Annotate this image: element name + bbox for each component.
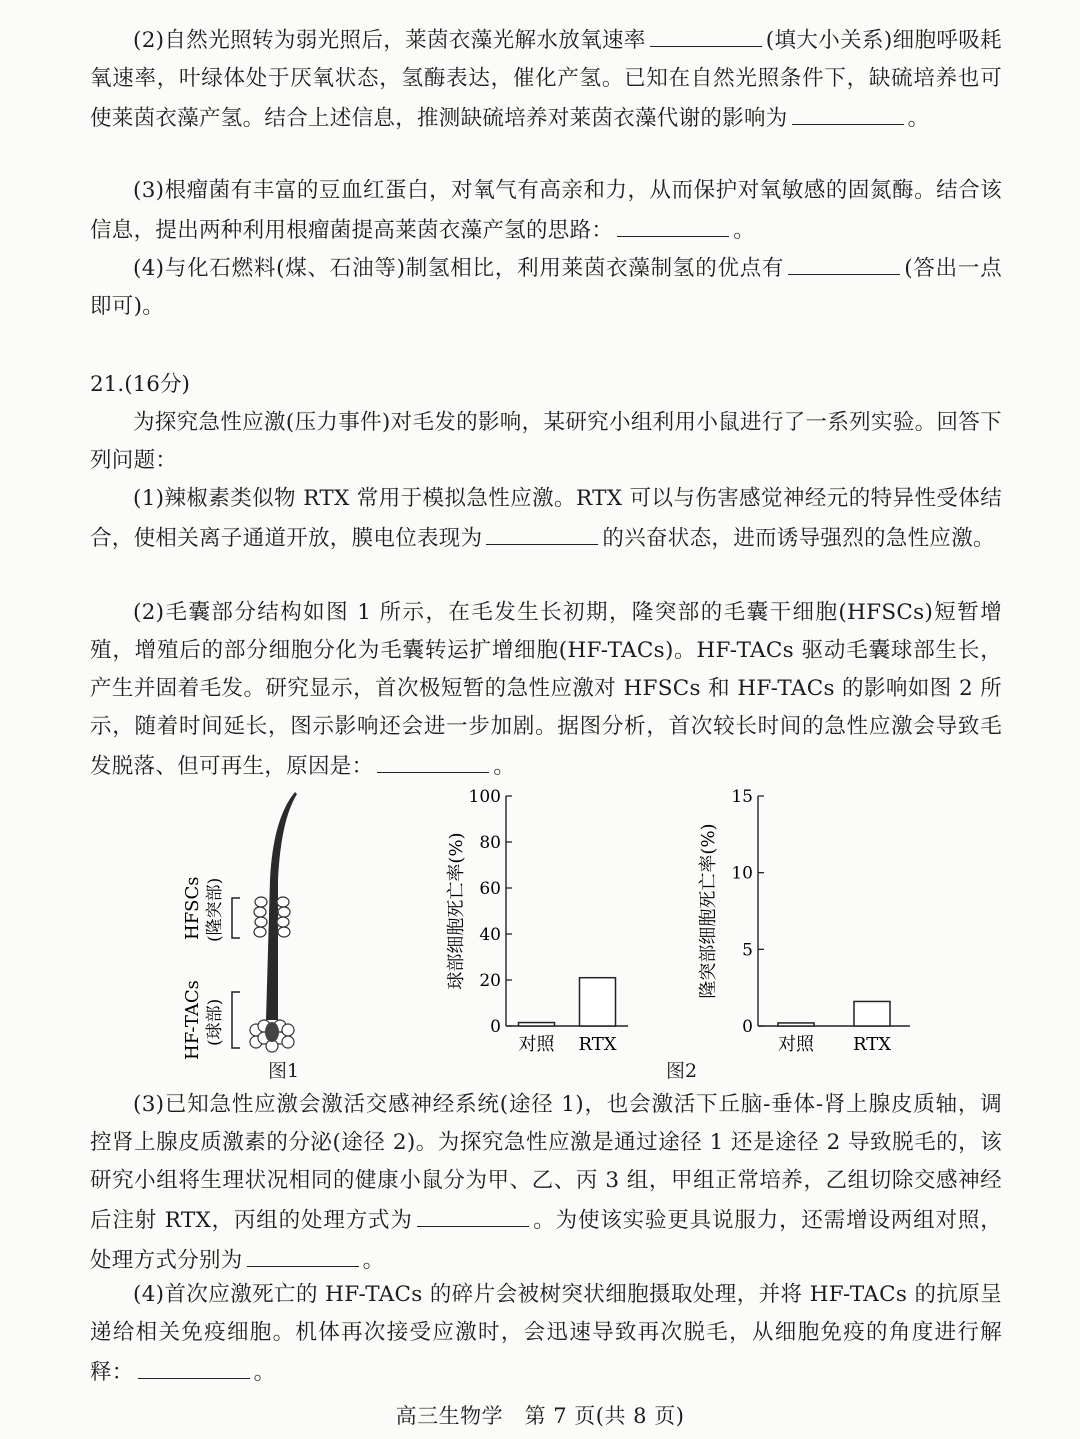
q21-part1: (1)辣椒素类似物 RTX 常用于模拟急性应激。RTX 可以与伤害感觉神经元的特异性受体结合，使相关离子通道开放，膜电位表现为 的兴奋状态，进而诱导强烈的急性应激。	[90, 486, 1002, 551]
bar-rtx	[854, 1001, 890, 1026]
answer-blank[interactable]	[617, 210, 729, 237]
q21-part2: (2)毛囊部分结构如图 1 所示，在毛发生长初期，隆突部的毛囊干细胞(HFSCs)短暂增殖，增殖后的部分细胞分化为毛囊转运扩增细胞(HF-TACs)。HF-TACs 驱动毛囊球部生长，产生并固着毛发。研究显示，首次极短暂的急性应激对 HFSCs 和 HF-TACs 的影响如图 2 所示，随着时间延长，图示影响还会进一步加剧。据图分析，首次较长时间的急性应激会导致毛发脱落、但可再生，原因是： 。	[90, 600, 1002, 779]
bar-control	[778, 1023, 814, 1026]
q20-part4: (4)与化石燃料(煤、石油等)制氢相比，利用莱茵衣藻制氢的优点有 (答出一点即可)。	[90, 248, 1002, 326]
label-hfscs: HFSCs	[182, 876, 203, 940]
y-tick-label: 100	[468, 787, 501, 807]
x-tick-label: 对照	[778, 1034, 814, 1055]
page-footer: 高三生物学 第 7 页(共 8 页)	[395, 1404, 685, 1428]
label-hftacs: HF-TACs	[182, 980, 203, 1060]
x-tick-label: RTX	[852, 1034, 892, 1055]
y-tick-label: 5	[742, 940, 753, 961]
figure2-caption: 图2	[666, 1060, 698, 1082]
y-tick-label: 20	[479, 971, 501, 991]
y-tick-label: 15	[731, 787, 753, 807]
bar-control	[519, 1023, 555, 1026]
dermal-papilla	[265, 1022, 279, 1042]
answer-blank[interactable]	[377, 746, 489, 773]
label-bulb: (球部)	[205, 998, 225, 1046]
figure1-caption: 图1	[268, 1060, 300, 1082]
figure1-hair-follicle	[160, 780, 480, 1090]
y-tick-label: 80	[479, 833, 501, 853]
figure-area	[0, 780, 1080, 1090]
answer-blank[interactable]	[417, 1200, 529, 1227]
q21-part4: (4)首次应激死亡的 HF-TACs 的碎片会被树突状细胞摄取处理，并将 HF-TACs 的抗原呈递给相关免疫细胞。机体再次接受应激时，会迅速导致再次脱毛，从细胞免疫的角度进行解释： 。	[90, 1282, 1002, 1385]
answer-blank[interactable]	[792, 98, 904, 125]
q20-part2: (2)自然光照转为弱光照后，莱茵衣藻光解水放氧速率 (填大小关系)细胞呼吸耗氧速率，叶绿体处于厌氧状态，氢酶表达，催化产氢。已知在自然光照条件下，缺硫培养也可使莱茵衣藻产氢。结合上述信息，推测缺硫培养对莱茵衣藻代谢的影响为 。	[90, 20, 1002, 138]
y-tick-label: 40	[479, 925, 501, 945]
answer-blank[interactable]	[486, 518, 598, 545]
q21-intro: 为探究急性应激(压力事件)对毛发的影响，某研究小组利用小鼠进行了一系列实验。回答下列问题：	[90, 410, 1002, 473]
x-tick-label: RTX	[578, 1034, 617, 1055]
answer-blank[interactable]	[247, 1240, 359, 1267]
x-tick-label: 对照	[518, 1034, 555, 1055]
y-axis-label: 球部细胞死亡率(%)	[446, 832, 467, 990]
y-axis-label: 隆突部细胞死亡率(%)	[698, 823, 719, 999]
y-tick-label: 0	[742, 1017, 753, 1037]
q21-part3: (3)已知急性应激会激活交感神经系统(途径 1)，也会激活下丘脑-垂体-肾上腺皮质轴，调控肾上腺皮质激素的分泌(途径 2)。为探究急性应激是通过途径 1 还是途径 2 导致脱毛的，该研究小组将生理状况相同的健康小鼠分为甲、乙、丙 3 组，甲组正常培养，乙组切除交感神经后注射 RTX，丙组的处理方式为 。为使该实验更具说服力，还需增设两组对照，处理方式分别为 。	[90, 1092, 1002, 1273]
figure2-chart-bulb	[440, 780, 670, 1070]
answer-blank[interactable]	[788, 248, 900, 275]
bracket-hfscs	[232, 898, 240, 938]
bar-rtx	[580, 978, 616, 1026]
y-tick-label: 0	[490, 1017, 501, 1037]
answer-blank[interactable]	[138, 1352, 250, 1379]
y-tick-label: 60	[479, 879, 501, 899]
y-tick-label: 10	[731, 863, 753, 884]
figure2-chart-bulge	[692, 780, 932, 1070]
answer-blank[interactable]	[650, 20, 762, 47]
question-number: 21.(16分)	[90, 372, 190, 397]
label-bulge: (隆突部)	[205, 877, 225, 942]
bracket-hftacs	[232, 992, 240, 1048]
q20-part3: (3)根瘤菌有丰富的豆血红蛋白，对氧气有高亲和力，从而保护对氧敏感的固氮酶。结合该信息，提出两种利用根瘤菌提高莱茵衣藻产氢的思路： 。	[90, 178, 1002, 243]
